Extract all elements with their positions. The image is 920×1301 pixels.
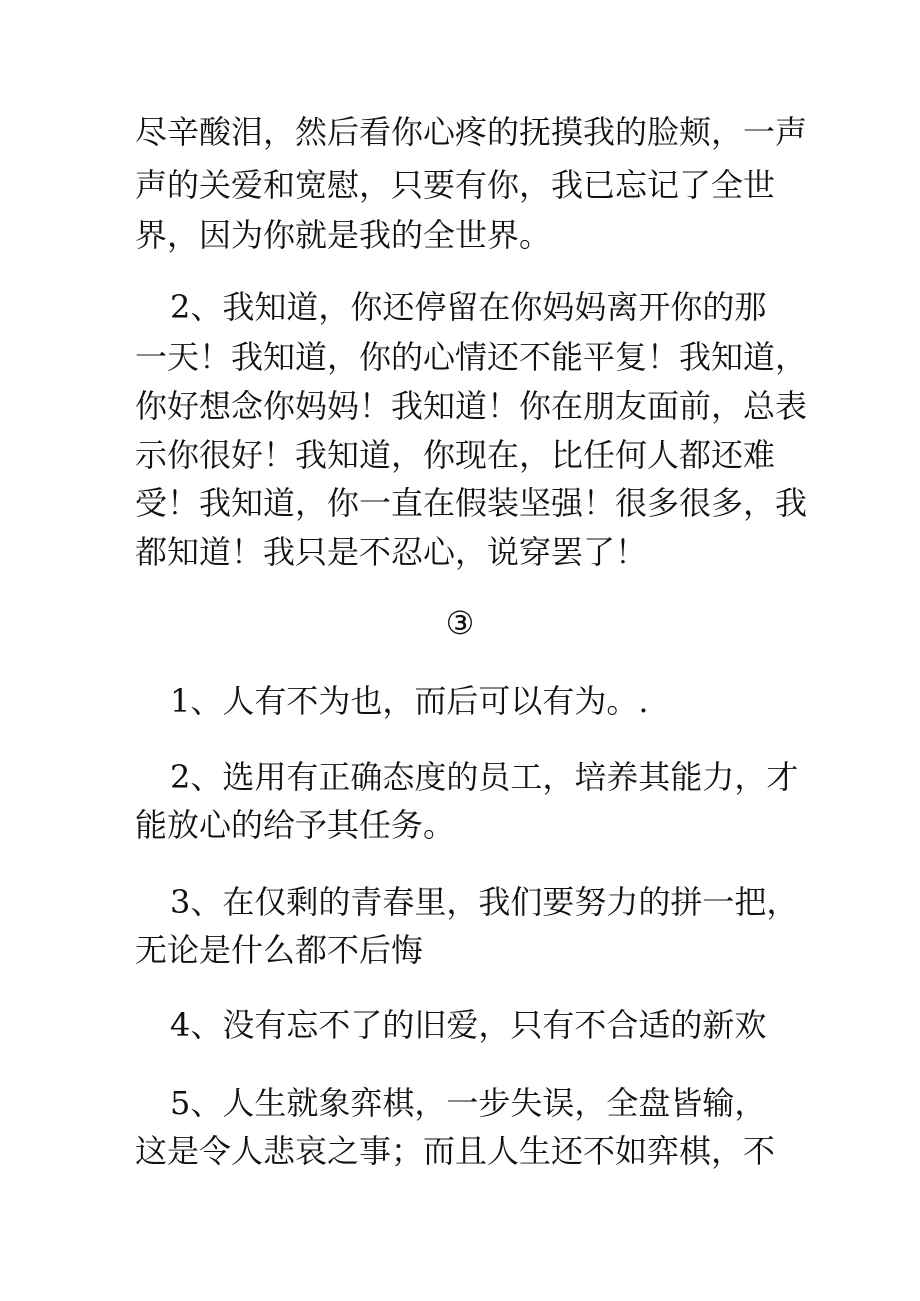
paragraph-line: 尽辛酸泪，然后看你心疼的抚摸我的脸颊，一声 (135, 113, 808, 151)
paragraph-line: 一天！我知道，你的心情还不能平复！我知道， (135, 338, 808, 376)
list-item-line: 这是令人悲哀之事；而且人生还不如弈棋，不 (135, 1132, 776, 1170)
list-item-line: 3、在仅剩的青春里，我们要努力的拼一把， (170, 883, 799, 921)
list-item-line: 4、没有忘不了的旧爱，只有不合适的新欢 (170, 1006, 767, 1044)
list-item-line: 能放心的给予其任务。 (135, 806, 456, 844)
paragraph-line: 受！我知道，你一直在假装坚强！很多很多，我 (135, 484, 808, 522)
paragraph-line: 你好想念你妈妈！我知道！你在朋友面前，总表 (135, 387, 808, 425)
list-item-line: 2、选用有正确态度的员工，培养其能力，才 (170, 758, 799, 796)
paragraph-line: 界，因为你就是我的全世界。 (135, 216, 552, 254)
list-item-line: 无论是什么都不后悔 (135, 931, 424, 969)
section-marker: ③ (445, 604, 475, 642)
paragraph-line: 声的关爱和宽慰，只要有你，我已忘记了全世 (135, 166, 776, 204)
paragraph-line: 2、我知道，你还停留在你妈妈离开你的那 (170, 288, 767, 326)
paragraph-line: 都知道！我只是不忍心，说穿罢了！ (135, 533, 648, 571)
list-item-line: 1、人有不为也，而后可以有为。. (170, 682, 649, 720)
paragraph-line: 示你很好！我知道，你现在，比任何人都还难 (135, 436, 776, 474)
list-item-line: 5、人生就象弈棋，一步失误，全盘皆输， (170, 1084, 767, 1122)
